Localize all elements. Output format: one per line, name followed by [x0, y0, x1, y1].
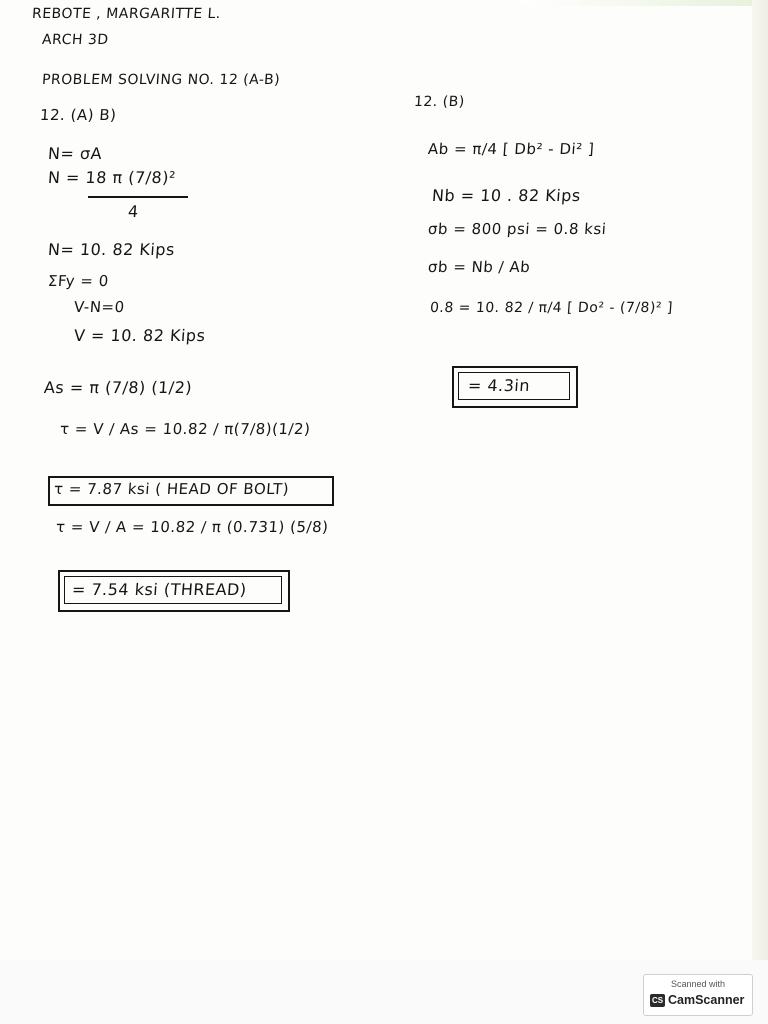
- eq-solve-diameter: 0.8 = 10. 82 / π/4 [ Do² - (7/8)² ]: [429, 300, 674, 316]
- camscanner-logo-icon: CS: [651, 996, 664, 1005]
- eq-n-result: N= 10. 82 Kips: [47, 240, 176, 259]
- eq-n-sigma-a: N= σA: [47, 144, 103, 163]
- result-head-of-bolt: τ = 7.87 ksi ( HEAD OF BOLT): [53, 480, 290, 498]
- result-diameter: = 4.3in: [467, 376, 531, 395]
- part-b-label: 12. (B): [413, 94, 466, 110]
- eq-sigma-b: σb = 800 psi = 0.8 ksi: [427, 220, 608, 238]
- result-thread: = 7.54 ksi (THREAD): [71, 580, 248, 599]
- eq-tau-thread: τ = V / A = 10.82 / π (0.731) (5/8): [55, 518, 330, 536]
- scan-edge-right: [752, 0, 768, 1024]
- camscanner-watermark: [643, 974, 753, 1016]
- part-a-label: 12. (A) B): [39, 106, 118, 124]
- eq-as-area: As = π (7/8) (1/2): [43, 378, 193, 397]
- fraction-bar: [88, 196, 188, 198]
- eq-tau-head: τ = V / As = 10.82 / π(7/8)(1/2): [59, 420, 312, 438]
- watermark-brand: CamScanner: [668, 993, 745, 1007]
- scan-edge-top: [520, 0, 752, 6]
- eq-nb-load: Nb = 10 . 82 Kips: [431, 186, 582, 205]
- problem-title: PROBLEM SOLVING NO. 12 (A-B): [41, 72, 281, 88]
- eq-v-result: V = 10. 82 Kips: [73, 326, 207, 345]
- watermark-caption: Scanned with: [670, 979, 726, 989]
- eq-n-denominator: 4: [127, 202, 140, 221]
- eq-sum-fy: ΣFy = 0: [47, 272, 110, 290]
- section-label: ARCH 3D: [41, 32, 110, 48]
- student-name: REBOTE , MARGARITTE L.: [31, 6, 222, 22]
- eq-n-numerator: N = 18 π (7/8)²: [47, 168, 177, 187]
- eq-v-minus-n: V-N=0: [73, 298, 126, 316]
- eq-sigma-b-formula: σb = Nb / Ab: [427, 258, 531, 276]
- eq-ab-area: Ab = π/4 [ Db² - Di² ]: [427, 140, 595, 158]
